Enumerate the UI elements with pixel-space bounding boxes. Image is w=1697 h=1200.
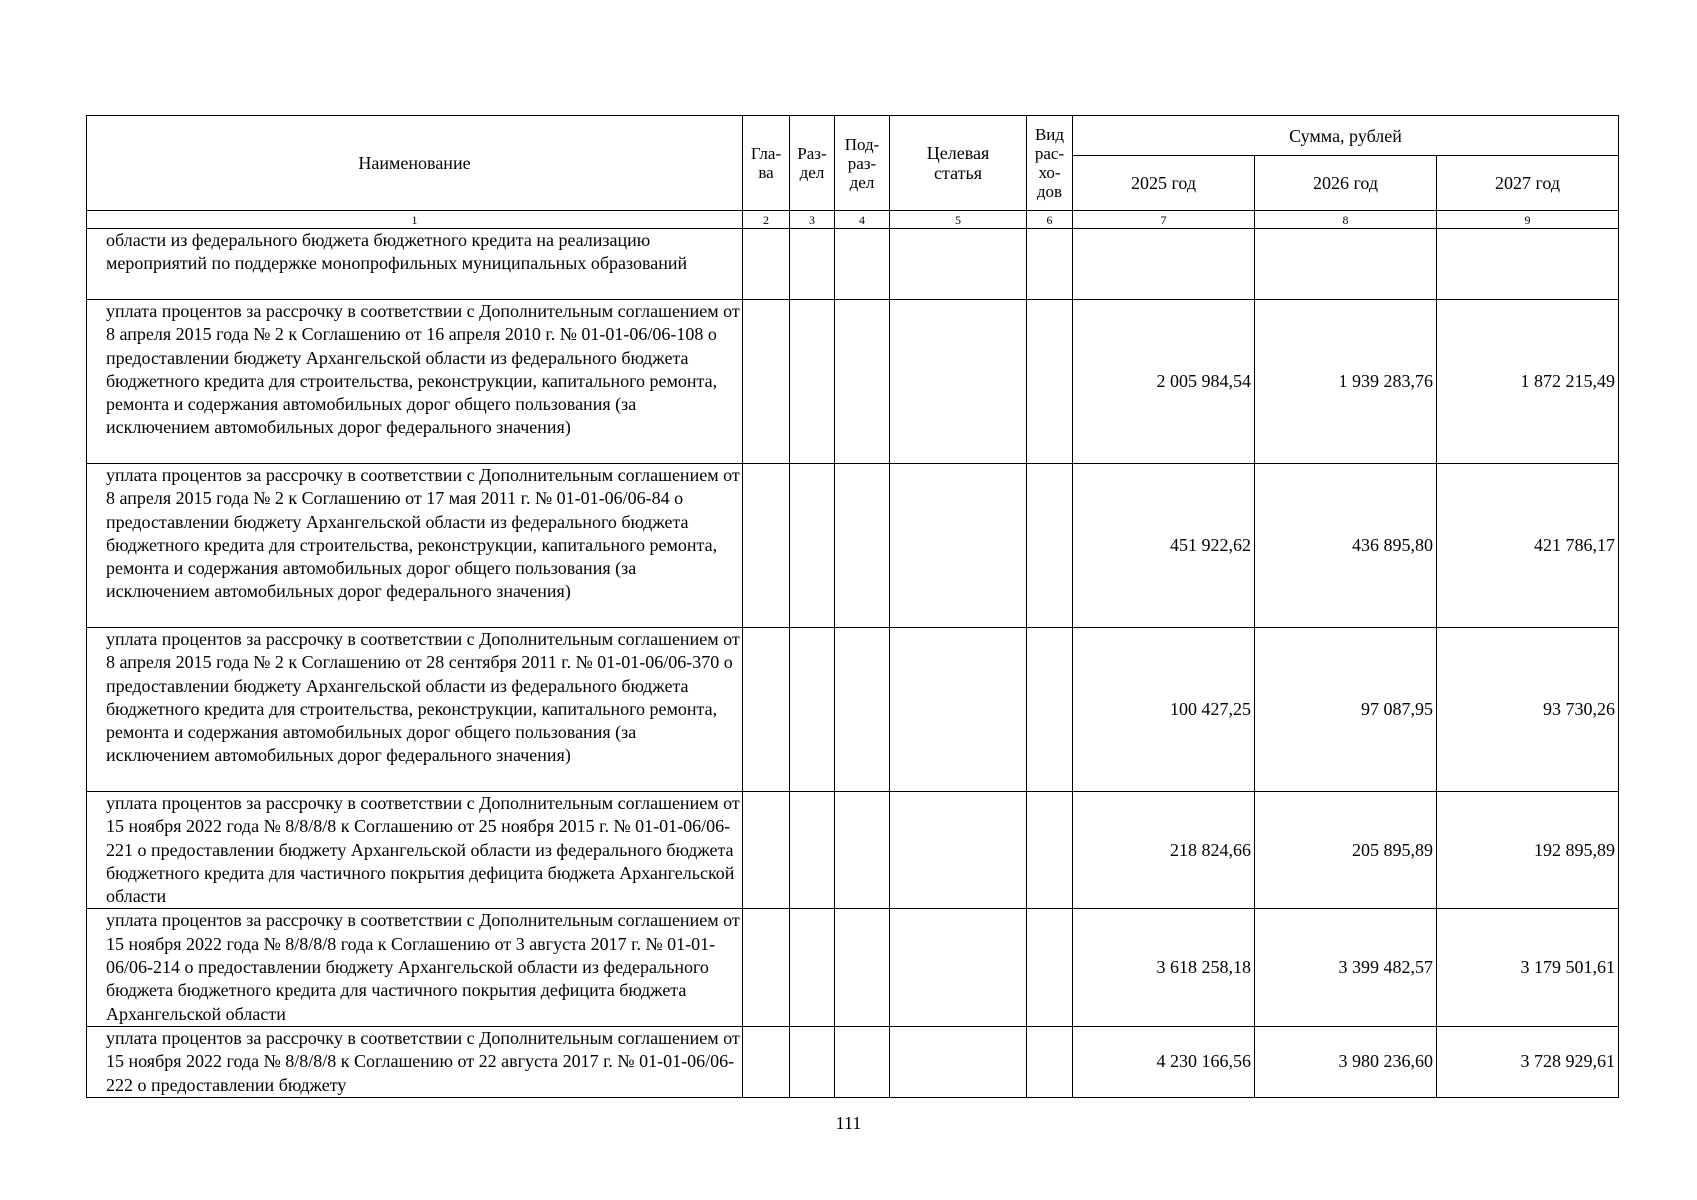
table-row [87,909,1619,1026]
row-name: уплата процентов за рассрочку в соответствии с Дополнительным соглашением от 15 ноября 2022 года № 8/8/8/8 года к Соглашению от 3 августа 2017 г. № 01-01-06/06-214 о предоставлении бюджету Архангельской области из федерального бюджета бюджетного кредита для частичного покрытия дефицита бюджета Архангельской области [87,909,743,1026]
amount-2025: 100 427,25 [1073,628,1255,792]
header-year-2026: 2026 год [1255,156,1437,211]
header-year-2027: 2027 год [1437,156,1619,211]
table-header [87,116,1619,229]
amount-2027: 192 895,89 [1437,792,1619,909]
amount-2025: 451 922,62 [1073,464,1255,628]
amount-2027 [1437,229,1619,300]
table-row [87,229,1619,300]
row-name: уплата процентов за рассрочку в соответствии с Дополнительным соглашением от 15 ноября 2022 года № 8/8/8/8 к Соглашению от 25 ноября 2015 г. № 01-01-06/06-221 о предоставлении бюджету Архангельской области из федерального бюджета бюджетного кредита для частичного покрытия дефицита бюджета Архангельской области [87,792,743,909]
empty-cell [835,229,890,300]
amount-2026: 3 399 482,57 [1255,909,1437,1026]
table-row [87,1026,1619,1097]
amount-2027: 93 730,26 [1437,628,1619,792]
column-number: 9 [1437,211,1619,229]
header-sum: Сумма, рублей [1073,116,1619,156]
empty-cell [743,909,790,1026]
column-number: 5 [890,211,1027,229]
row-name: уплата процентов за рассрочку в соответствии с Дополнительным соглашением от 8 апреля 2015 года № 2 к Соглашению от 17 мая 2011 г. № 01-01-06/06-84 о предоставлении бюджету Архангельской области из федерального бюджета бюджетного кредита для строительства, реконструкции, капитального ремонта, ремонта и содержания автомобильных дорог общего пользования (за исключением автомобильных дорог федерального значения) [87,464,743,628]
empty-cell [835,464,890,628]
amount-2026: 436 895,80 [1255,464,1437,628]
header-target-article: Целевая статья [890,116,1027,211]
row-name: уплата процентов за рассрочку в соответствии с Дополнительным соглашением от 8 апреля 2015 года № 2 к Соглашению от 28 сентября 2011 г. № 01-01-06/06-370 о предоставлении бюджету Архангельской области из федерального бюджета бюджетного кредита для строительства, реконструкции, капитального ремонта, ремонта и содержания автомобильных дорог общего пользования (за исключением автомобильных дорог федерального значения) [87,628,743,792]
row-name: уплата процентов за рассрочку в соответствии с Дополнительным соглашением от 15 ноября 2022 года № 8/8/8/8 к Соглашению от 22 августа 2017 г. № 01-01-06/06-222 о предоставлении бюджету [87,1026,743,1097]
empty-cell [743,300,790,464]
amount-2027: 1 872 215,49 [1437,300,1619,464]
empty-cell [835,792,890,909]
row-name: области из федерального бюджета бюджетного кредита на реализацию мероприятий по поддержке монопрофильных муниципальных образований [87,229,743,300]
table-row [87,792,1619,909]
amount-2026 [1255,229,1437,300]
table-row [87,628,1619,792]
amount-2027: 421 786,17 [1437,464,1619,628]
header-chapter: Гла- ва [743,116,790,211]
column-number: 4 [835,211,890,229]
header-year-2025: 2025 год [1073,156,1255,211]
empty-cell [890,909,1027,1026]
header-subsection: Под- раз- дел [835,116,890,211]
column-number: 7 [1073,211,1255,229]
empty-cell [790,628,835,792]
empty-cell [890,628,1027,792]
empty-cell [790,229,835,300]
budget-table [86,115,1619,1098]
table-row [87,464,1619,628]
header-expense-type: Вид рас- хо- дов [1027,116,1073,211]
amount-2026: 205 895,89 [1255,792,1437,909]
empty-cell [1027,909,1073,1026]
empty-cell [743,1026,790,1097]
table-row [87,300,1619,464]
empty-cell [890,300,1027,464]
column-number: 6 [1027,211,1073,229]
amount-2026: 97 087,95 [1255,628,1437,792]
amount-2025: 218 824,66 [1073,792,1255,909]
empty-cell [890,464,1027,628]
amount-2027: 3 179 501,61 [1437,909,1619,1026]
empty-cell [1027,464,1073,628]
empty-cell [743,229,790,300]
row-name: уплата процентов за рассрочку в соответствии с Дополнительным соглашением от 8 апреля 2015 года № 2 к Соглашению от 16 апреля 2010 г. № 01-01-06/06-108 о предоставлении бюджету Архангельской области из федерального бюджета бюджетного кредита для строительства, реконструкции, капитального ремонта, ремонта и содержания автомобильных дорог общего пользования (за исключением автомобильных дорог федерального значения) [87,300,743,464]
empty-cell [743,792,790,909]
empty-cell [835,909,890,1026]
empty-cell [790,792,835,909]
empty-cell [743,628,790,792]
empty-cell [890,792,1027,909]
amount-2025: 2 005 984,54 [1073,300,1255,464]
empty-cell [890,229,1027,300]
empty-cell [835,300,890,464]
column-number: 2 [743,211,790,229]
amount-2025 [1073,229,1255,300]
empty-cell [1027,628,1073,792]
empty-cell [1027,300,1073,464]
header-name: Наименование [87,116,743,211]
empty-cell [743,464,790,628]
column-number: 1 [87,211,743,229]
empty-cell [835,628,890,792]
empty-cell [790,300,835,464]
amount-2025: 3 618 258,18 [1073,909,1255,1026]
column-number: 3 [790,211,835,229]
empty-cell [1027,792,1073,909]
empty-cell [790,909,835,1026]
empty-cell [1027,229,1073,300]
empty-cell [890,1026,1027,1097]
empty-cell [835,1026,890,1097]
empty-cell [790,1026,835,1097]
empty-cell [790,464,835,628]
column-number-row [87,211,1619,229]
empty-cell [1027,1026,1073,1097]
amount-2026: 1 939 283,76 [1255,300,1437,464]
page-number: 111 [835,1113,862,1133]
table-body [87,229,1619,1098]
amount-2026: 3 980 236,60 [1255,1026,1437,1097]
header-section: Раз- дел [790,116,835,211]
column-number: 8 [1255,211,1437,229]
amount-2027: 3 728 929,61 [1437,1026,1619,1097]
amount-2025: 4 230 166,56 [1073,1026,1255,1097]
